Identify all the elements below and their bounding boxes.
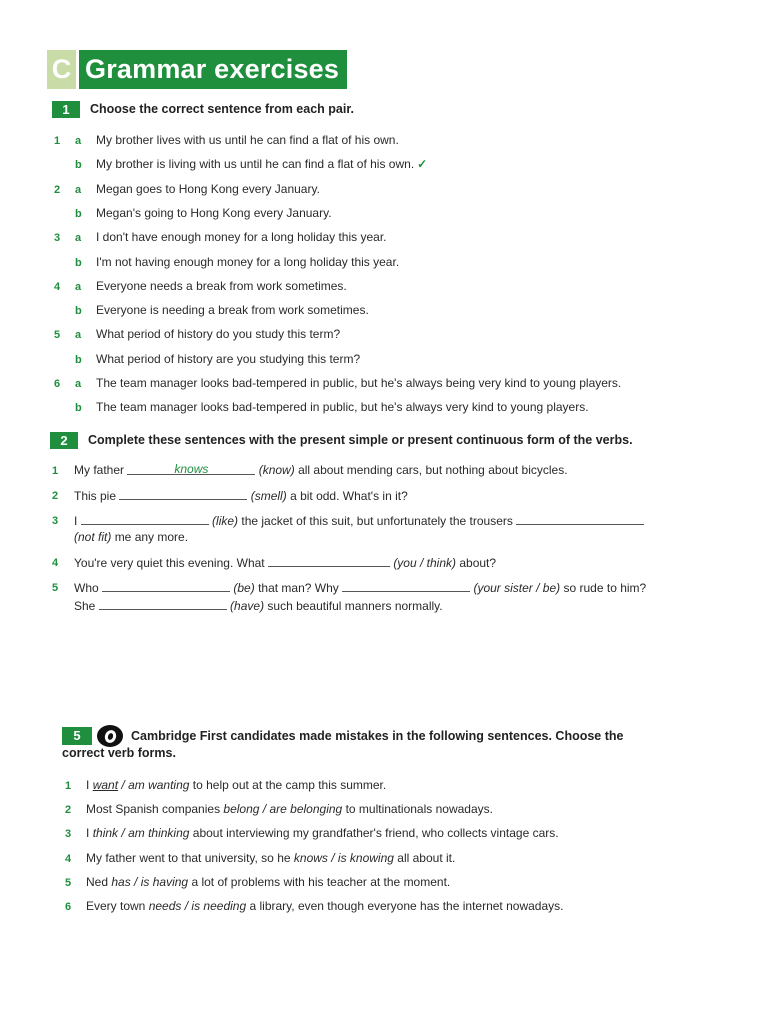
ex1-option-letter-a: a — [75, 329, 82, 342]
ex2-q1-pre: My father — [74, 463, 125, 477]
ex5-item-pre: Ned — [86, 874, 109, 889]
ex1-option-b[interactable] — [96, 205, 332, 221]
ex1-item-number: 1 — [54, 135, 61, 147]
ex5-item-pre: I — [86, 778, 90, 792]
ex1-option-b[interactable] — [96, 254, 399, 270]
ex5-item-post: all about it. — [397, 850, 456, 865]
ex1-option-letter-a: a — [75, 183, 82, 196]
ex2-q5-blank[interactable] — [102, 579, 230, 592]
ex1-item-number: 6 — [54, 378, 61, 390]
ex2-q5-pre-3: She — [74, 599, 96, 613]
ex5-option-2[interactable]: are belonging — [269, 802, 343, 817]
exercise-1-heading — [52, 101, 354, 118]
ex1-option-letter-a: a — [75, 378, 82, 390]
ex2-q3-post: the jacket of this suit, but unfortunately the trousers — [241, 514, 513, 528]
ex5-option-2[interactable]: am wanting — [128, 778, 190, 792]
cambridge-corpus-icon — [97, 725, 123, 747]
ex2-q5-post-2: so rude to him? — [563, 581, 647, 595]
ex1-option-a[interactable]: I don't have enough money for a long holiday this year. — [96, 230, 387, 245]
ex2-q2 — [74, 487, 408, 504]
section-title: Grammar exercises — [79, 50, 347, 89]
ex1-option-b-text: Megan's going to Hong Kong every January. — [96, 205, 332, 220]
checkmark-icon: ✓ — [417, 157, 428, 172]
ex1-option-letter-b: b — [75, 305, 82, 318]
ex2-q4-blank[interactable] — [268, 554, 390, 567]
ex5-option-2[interactable]: am thinking — [128, 826, 190, 841]
ex2-q3 — [74, 512, 644, 529]
ex1-option-b[interactable] — [96, 399, 589, 415]
ex2-q3-hint: (like) — [212, 514, 239, 528]
ex5-item-post: a lot of problems with his teacher at the moment. — [191, 874, 451, 889]
ex5-item-number: 5 — [65, 876, 72, 889]
exercise-2-heading — [50, 432, 633, 449]
ex2-q3-line2 — [74, 529, 188, 545]
ex5-option-separator: / — [259, 802, 270, 817]
ex1-option-b[interactable] — [96, 302, 369, 318]
ex5-item-post: to help out at the camp this summer. — [192, 778, 387, 792]
ex5-item-post: about interviewing my grandfather's friend, who collects vintage cars. — [192, 826, 559, 841]
section-letter: C — [47, 50, 76, 89]
ex2-q3-blank-2[interactable] — [516, 512, 644, 525]
ex5-item — [86, 777, 386, 793]
ex1-option-letter-b: b — [75, 256, 82, 269]
ex5-option-1[interactable]: think — [92, 826, 119, 841]
exercise-1-instruction: Choose the correct sentence from each pair. — [90, 102, 354, 116]
ex2-q5-pre: Who — [74, 581, 99, 595]
ex5-option-1[interactable]: knows — [293, 850, 328, 865]
ex5-item-pre: Every town — [86, 899, 146, 913]
section-header — [47, 50, 347, 89]
ex1-item-number: 5 — [54, 329, 61, 342]
exercise-2-instruction: Complete these sentences with the present simple or present continuous form of the verbs. — [88, 433, 633, 447]
ex2-q5-post-3: such beautiful manners normally. — [267, 599, 443, 613]
ex1-option-a[interactable]: Everyone needs a break from work sometimes. — [96, 278, 347, 293]
ex2-q4-number: 4 — [52, 557, 59, 569]
ex2-q5-post: that man? Why — [258, 581, 339, 595]
ex5-item-post: a library, even though everyone has the internet nowadays. — [249, 899, 564, 913]
ex5-option-separator: / — [327, 850, 338, 865]
ex1-option-letter-b: b — [75, 207, 82, 220]
ex2-q4-hint: (you / think) — [393, 556, 457, 570]
ex5-item-number: 6 — [65, 901, 72, 913]
ex2-q3-number: 3 — [52, 515, 59, 527]
exercise-2-number: 2 — [50, 432, 78, 449]
ex1-option-b-text: I'm not having enough money for a long holiday this year. — [96, 254, 400, 269]
ex1-option-letter-b: b — [75, 353, 82, 366]
ex2-q3-blank[interactable] — [81, 512, 209, 525]
ex5-option-1[interactable]: has — [111, 874, 131, 889]
ex5-item-pre: My father went to that university, so he — [86, 850, 291, 865]
ex2-q1-answer: knows — [174, 462, 209, 476]
ex1-option-b[interactable] — [96, 351, 360, 367]
ex1-option-b-text: My brother is living with us until he can find a flat of his own. — [96, 157, 415, 172]
ex1-option-letter-a: a — [75, 135, 82, 147]
ex2-q5-blank-2[interactable] — [342, 579, 470, 592]
ex1-item-number: 2 — [54, 183, 61, 196]
ex5-option-separator: / — [118, 826, 129, 841]
exercise-5-instruction-line2: correct verb forms. — [62, 746, 176, 760]
ex2-q4-pre: You're very quiet this evening. What — [74, 556, 265, 570]
ex5-item-number: 3 — [65, 828, 72, 841]
ex5-option-separator: / — [118, 778, 129, 792]
ex2-q2-number: 2 — [52, 490, 59, 502]
ex2-q5-hint: (be) — [233, 581, 255, 595]
ex2-q1-hint: (know) — [258, 463, 295, 477]
ex2-q1-number: 1 — [52, 465, 59, 477]
ex1-option-a[interactable]: The team manager looks bad-tempered in public, but he's always being very kind to young players. — [96, 376, 622, 390]
ex1-item-number: 4 — [54, 280, 61, 293]
ex1-option-b[interactable] — [96, 156, 427, 172]
ex2-q3-pre: I — [74, 514, 78, 528]
ex2-q1-blank[interactable] — [127, 462, 255, 475]
ex5-option-1[interactable]: needs — [148, 899, 182, 913]
ex2-q2-pre: This pie — [74, 489, 117, 503]
ex1-option-b-text: What period of history are you studying this term? — [96, 351, 361, 366]
ex5-item-number: 2 — [65, 804, 72, 817]
ex2-q5-line2 — [74, 597, 443, 614]
ex5-item-number: 4 — [65, 852, 72, 865]
ex2-q3-hint-2: (not fit) — [74, 530, 112, 544]
ex1-option-letter-a: a — [75, 232, 82, 245]
ex1-option-letter-b: b — [75, 159, 82, 172]
ex5-option-1[interactable]: want — [92, 778, 119, 792]
ex1-option-letter-b: b — [75, 402, 82, 415]
ex2-q2-blank[interactable] — [119, 487, 247, 500]
exercise-5-number: 5 — [62, 727, 92, 745]
ex5-option-1[interactable]: belong — [223, 802, 260, 817]
ex1-option-a[interactable]: What period of history do you study this term? — [96, 327, 341, 342]
exercise-5-instruction-line1: Cambridge First candidates made mistakes in the following sentences. Choose the — [131, 729, 624, 743]
ex2-q5-hint-2: (your sister / be) — [473, 581, 561, 595]
ex1-option-letter-a: a — [75, 280, 82, 293]
ex5-option-separator: / — [181, 899, 192, 913]
ex2-q5-hint-3: (have) — [230, 599, 265, 613]
ex1-option-a[interactable]: My brother lives with us until he can find a flat of his own. — [96, 133, 399, 147]
ex2-q2-post: a bit odd. What's in it? — [290, 489, 408, 503]
ex2-q1-post: all about mending cars, but nothing about bicycles. — [298, 463, 568, 477]
ex1-item-number: 3 — [54, 232, 61, 245]
ex2-q4-post: about? — [459, 556, 497, 570]
ex2-q4 — [74, 554, 496, 571]
ex2-q5-number: 5 — [52, 582, 59, 594]
ex5-item-post: to multinationals nowadays. — [345, 802, 493, 817]
ex5-item-pre: I — [86, 826, 90, 841]
ex2-q5-blank-3[interactable] — [99, 597, 227, 610]
ex2-q3-post-2: me any more. — [114, 530, 189, 544]
ex1-option-b-text: Everyone is needing a break from work sometimes. — [96, 303, 369, 318]
ex5-item — [86, 898, 563, 914]
ex5-item — [86, 825, 559, 841]
ex5-item — [86, 874, 450, 890]
ex5-option-2[interactable]: is knowing — [337, 850, 394, 865]
ex5-option-separator: / — [130, 874, 141, 889]
ex2-q2-hint: (smell) — [250, 489, 287, 503]
ex5-option-2[interactable]: is having — [140, 874, 189, 889]
ex1-option-b-text: The team manager looks bad-tempered in public, but he's always very kind to young players. — [96, 400, 589, 415]
ex2-q1 — [74, 462, 568, 478]
exercise-1-number: 1 — [52, 101, 80, 118]
ex5-item — [86, 801, 493, 817]
ex5-item — [86, 850, 455, 866]
ex5-item-pre: Most Spanish companies — [86, 802, 221, 817]
ex5-option-2[interactable]: is needing — [191, 899, 247, 913]
ex2-q5 — [74, 579, 646, 596]
ex5-item-number: 1 — [65, 780, 72, 792]
ex1-option-a[interactable]: Megan goes to Hong Kong every January. — [96, 181, 320, 196]
